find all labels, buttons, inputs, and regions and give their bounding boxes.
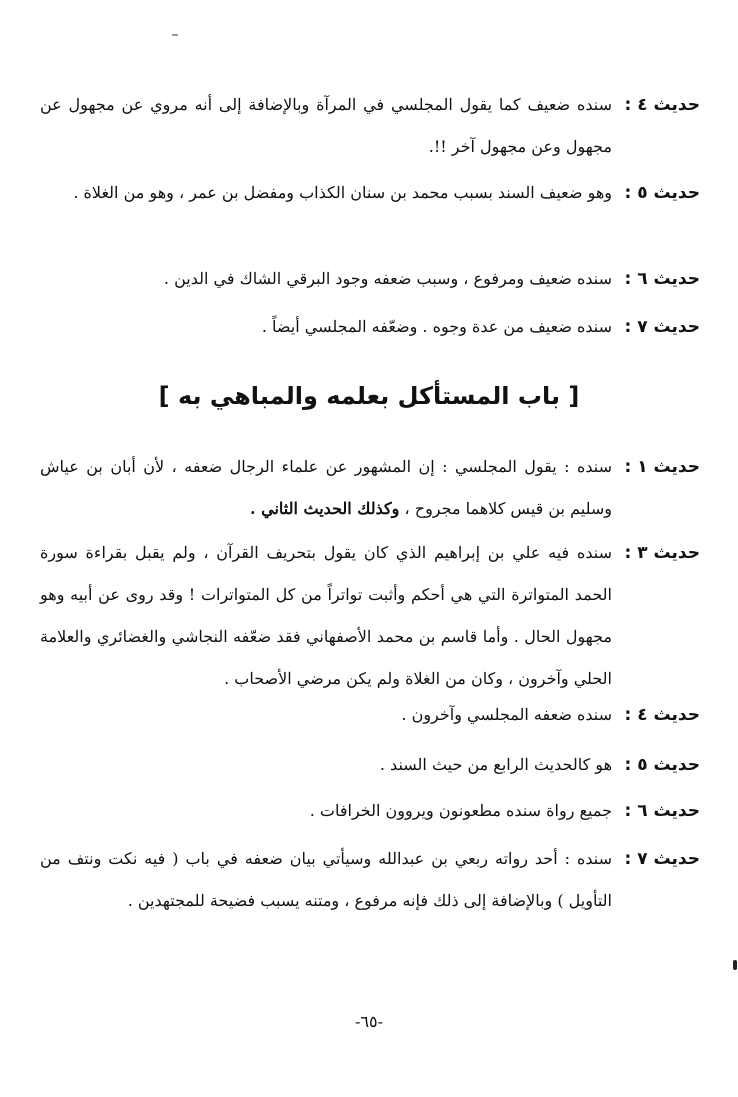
page-number: -٦٥- — [355, 1012, 383, 1031]
hadith-text — [40, 446, 612, 530]
hadith-entry — [40, 84, 700, 168]
hadith-label: حديث ٧ : — [624, 317, 700, 337]
chapter-heading: [ باب المستأكل بعلمه والمباهي به ] — [158, 382, 580, 410]
hadith-text: سنده ضعيف كما يقول المجلسي في المرآة وبالإضافة إلى أنه مروي عن مجهول عن مجهول وعن مجهول آخر !!. — [40, 95, 612, 156]
hadith-entry — [40, 172, 700, 214]
hadith-text: سنده : أحد رواته ربعي بن عبدالله وسيأتي بيان ضعفه في باب ( فيه نكت ونتف من التأويل ) وبالإضافة إلى ذلك فإنه مرفوع ، ومتنه يسبب فضيحة للمجتهدين . — [40, 849, 612, 910]
hadith-entry — [40, 744, 700, 786]
hadith-label: حديث ٥ : — [624, 183, 700, 203]
hadith-label: حديث ٦ : — [624, 801, 700, 821]
hadith-label: حديث ٦ : — [624, 269, 700, 289]
hadith-label: حديث ٤ : — [624, 95, 700, 115]
hadith-label: حديث ١ : — [624, 457, 700, 477]
hadith-label: حديث ٥ : — [624, 755, 700, 775]
hadith-label: حديث ٣ : — [624, 543, 700, 563]
hadith-text: سنده فيه علي بن إبراهيم الذي كان يقول بتحريف القرآن ، ولم يقبل بقراءة سورة الحمد المتواترة التي هي أحكم وأثبت تواتراً من كل المتواترات ! وقد روى عن أبيه وهو مجهول الحال . وأما قاسم بن محمد الأصفهاني فقد ضعّفه النجاشي والغضائري والعلامة الحلي وآخرون ، وكان من الغلاة ولم يكن مرضي الأصحاب . — [40, 543, 612, 688]
hadith-text: سنده ضعيف ومرفوع ، وسبب ضعفه وجود البرقي الشاك في الدين . — [163, 269, 612, 288]
hadith-entry — [40, 790, 700, 832]
hadith-entry — [40, 694, 700, 736]
decorative-dot — [172, 34, 178, 36]
hadith-entry — [40, 446, 700, 530]
hadith-label: حديث ٧ : — [624, 849, 700, 869]
hadith-text: وهو ضعيف السند بسبب محمد بن سنان الكذاب ومفضل بن عمر ، وهو من الغلاة . — [73, 183, 612, 202]
hadith-text: جميع رواة سنده مطعونون ويروون الخرافات . — [309, 801, 612, 820]
hadith-entry — [40, 306, 700, 348]
hadith-text-bold: وكذلك الحديث الثاني . — [249, 499, 400, 518]
hadith-label: حديث ٤ : — [624, 705, 700, 725]
hadith-entry — [40, 258, 700, 300]
hadith-text: سنده ضعفه المجلسي وآخرون . — [401, 705, 612, 724]
hadith-text: هو كالحديث الرابع من حيث السند . — [379, 755, 612, 774]
hadith-entry — [40, 532, 700, 700]
hadith-entry — [40, 838, 700, 922]
margin-mark — [733, 960, 737, 970]
hadith-text: سنده ضعيف من عدة وجوه . وضعّفه المجلسي أيضاً . — [261, 317, 612, 336]
hadith-text-regular: سنده : يقول المجلسي : إن المشهور عن علماء الرجال ضعفه ، لأن أبان بن عياش وسليم بن قيس كلاهما مجروح ، — [40, 457, 612, 518]
